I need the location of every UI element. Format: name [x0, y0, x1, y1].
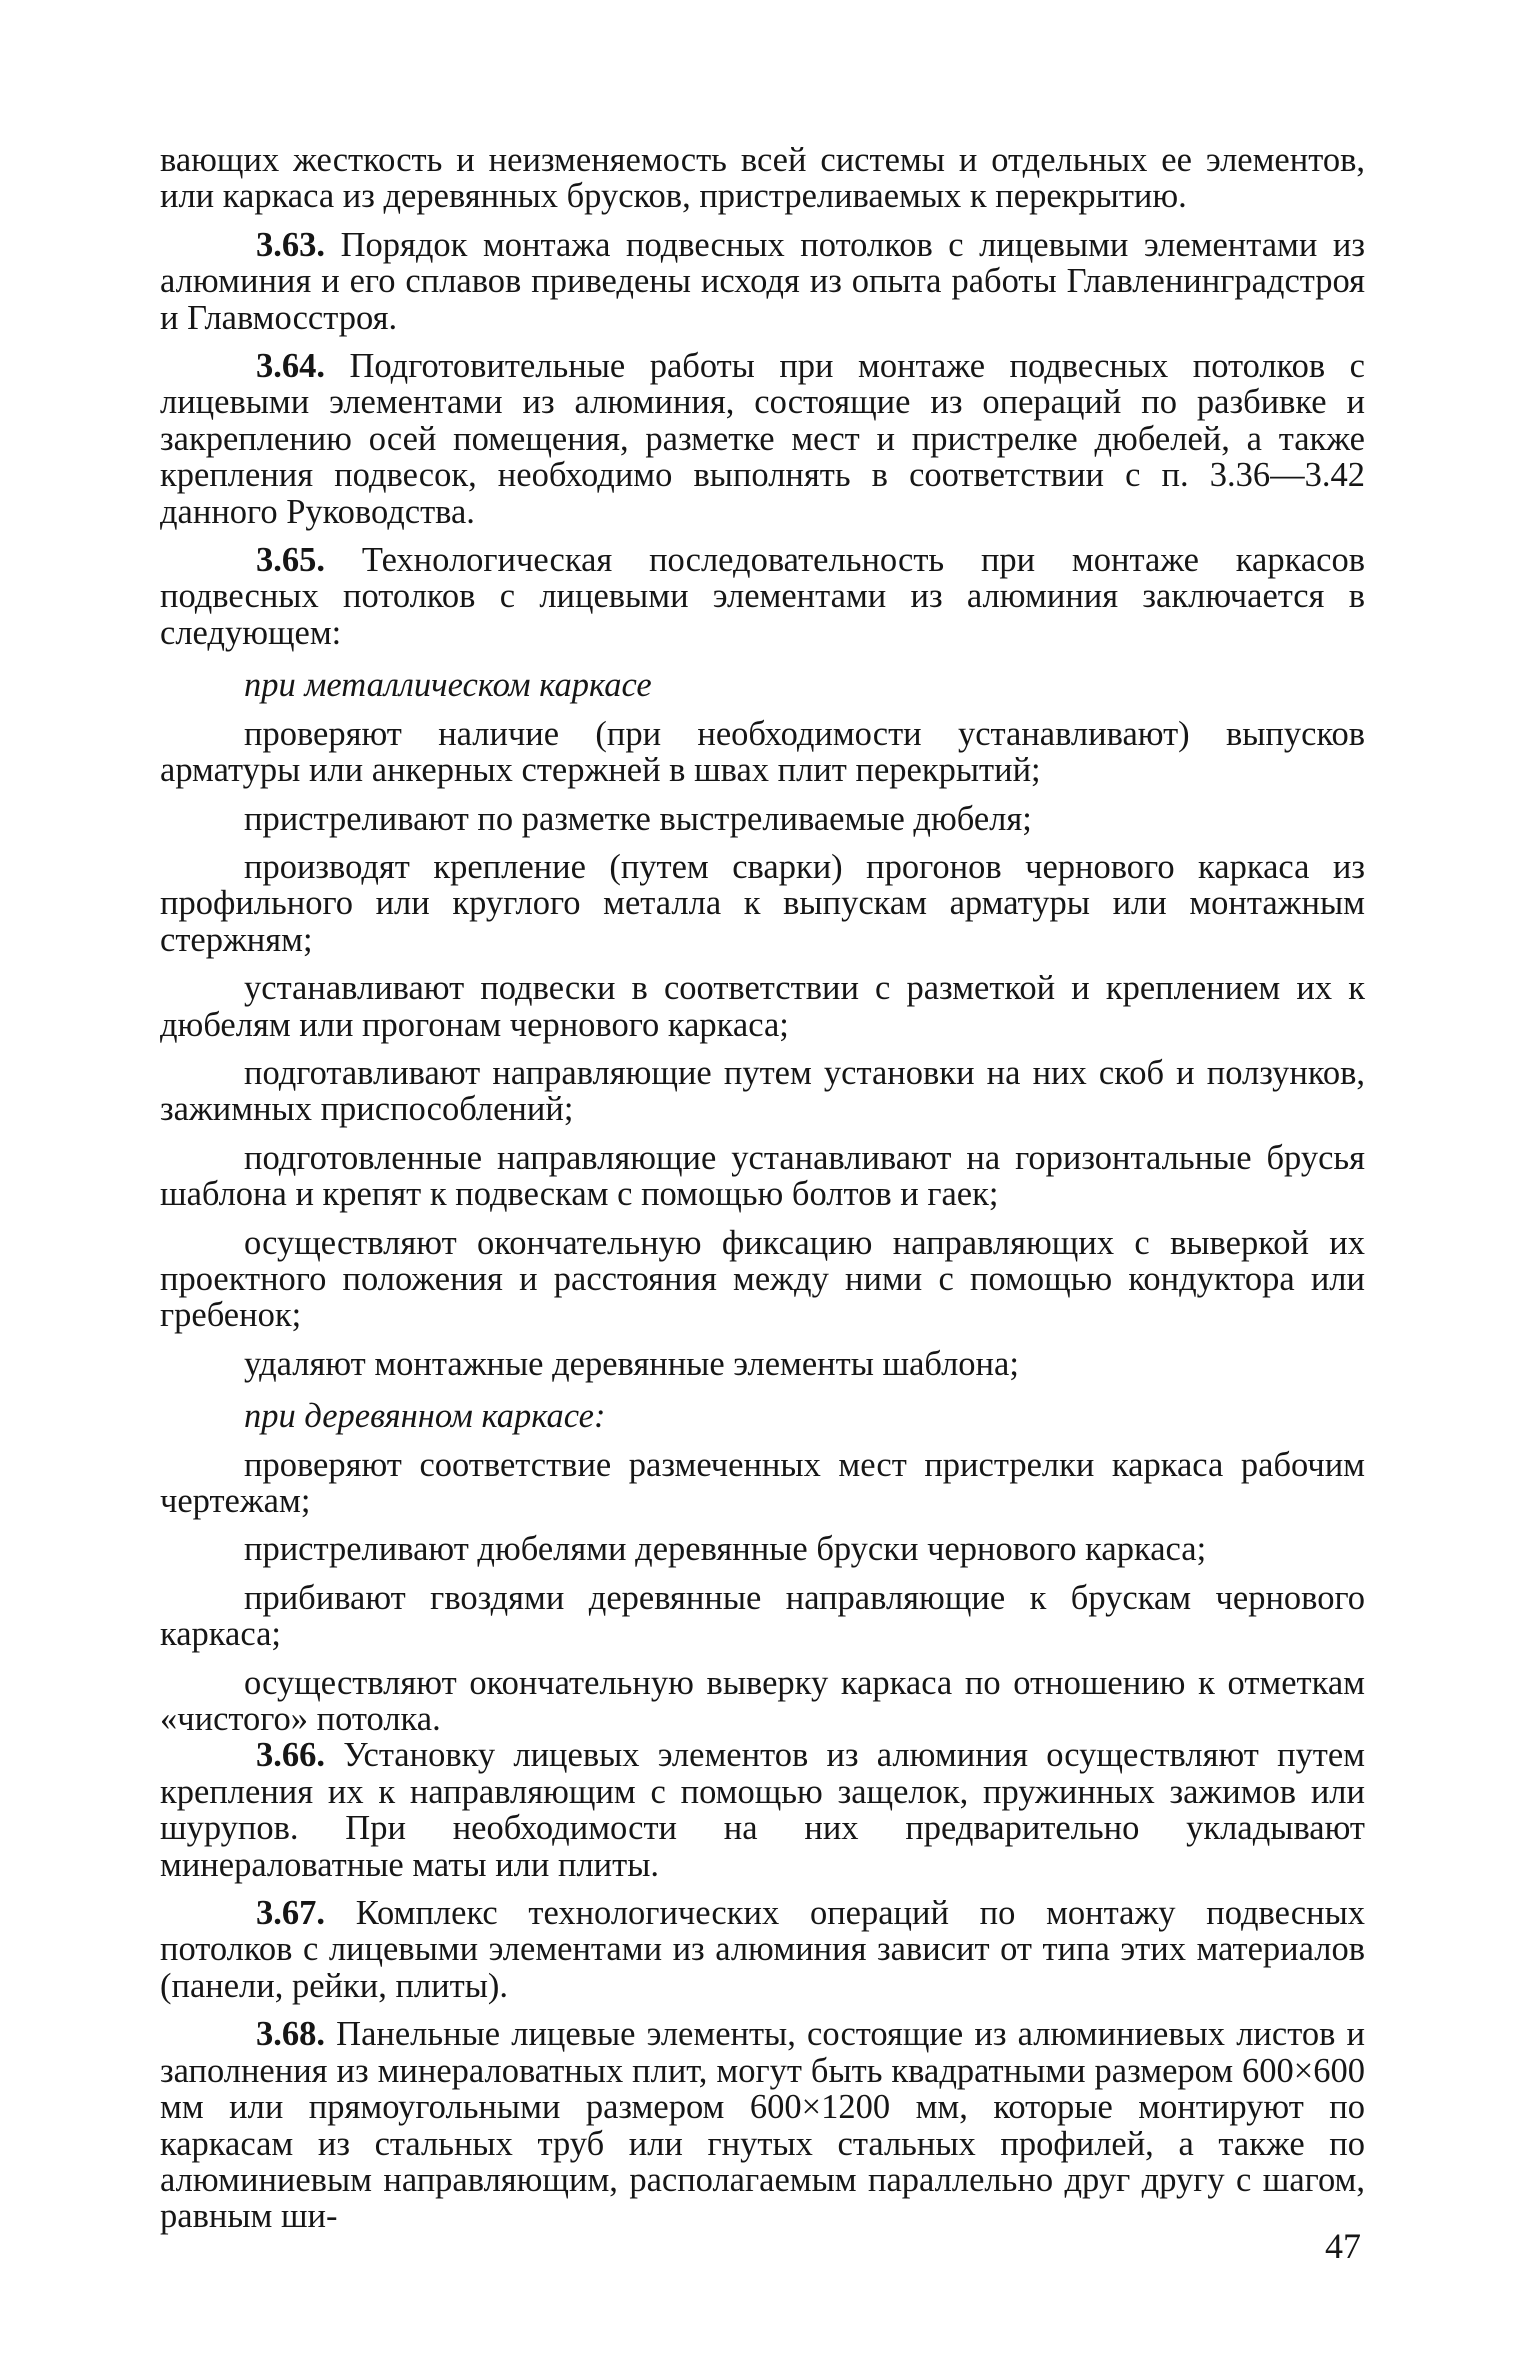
paragraph-text: Подготовительные работы при монтаже подвесных потолков с лицевыми элементами из алюминия, состоящие из операций по разбивке и закреплению осей помещения, разметке мест и пристрелке дюбелей, а также крепления подвесок, необходимо выполнять в соответствии с п. 3.36—3.42 данного Руководства. [160, 347, 1365, 531]
subheading-wood-frame: при деревянном каркасе: [244, 1397, 606, 1436]
paragraph-number: 3.63. [256, 225, 325, 264]
list-item: пристреливают по разметке выстреливаемые дюбеля; [244, 799, 1032, 838]
list-item: подготавливают направляющие путем установки на них скоб и ползунков, зажимных приспособлений; [160, 1053, 1365, 1129]
list-item: пристреливают дюбелями деревянные бруски чернового каркаса; [244, 1530, 1207, 1569]
paragraph-3-64 [160, 348, 1365, 530]
metal-frame-steps [160, 716, 1365, 1383]
intro-paragraph: вающих жесткость и неизменяемость всей системы и отдельных ее элементов, или каркаса из деревянных брусков, пристреливаемых к перекрытию. [160, 141, 1365, 216]
paragraph-3-66 [160, 1737, 1365, 1883]
list-item: осуществляют окончательную выверку каркаса по отношению к отметкам «чистого» потолка. [160, 1663, 1365, 1739]
page-number: 47 [1325, 2226, 1361, 2266]
paragraph-3-63 [160, 227, 1365, 336]
paragraph-3-65 [160, 542, 1365, 651]
paragraph-number: 3.68. [256, 2015, 325, 2054]
list-item: устанавливают подвески в соответствии с разметкой и креплением их к дюбелям или прогонам чернового каркаса; [160, 969, 1365, 1044]
paragraph-text: Порядок монтажа подвесных потолков с лицевыми элементами из алюминия и его сплавов приведены исходя из опыта работы Главленинградстроя и Главмосстроя. [160, 225, 1365, 337]
page-body [160, 142, 1365, 2235]
paragraph-number: 3.65. [256, 541, 325, 580]
list-item: проверяют соответствие размеченных мест пристрелки каркаса рабочим чертежам; [160, 1445, 1365, 1520]
list-item: подготовленные направляющие устанавливают на горизонтальные брусья шаблона и крепят к подвескам с помощью болтов и гаек; [160, 1138, 1365, 1214]
paragraph-text: Комплекс технологических операций по монтажу подвесных потолков с лицевыми элементами из алюминия зависит от типа этих материалов (панели, рейки, плиты). [160, 1894, 1365, 2005]
paragraph-number: 3.64. [256, 347, 325, 386]
paragraph-number: 3.67. [256, 1894, 325, 1933]
subheading-metal-frame: при металлическом каркасе [244, 666, 652, 705]
paragraph-text: Установку лицевых элементов из алюминия осуществляют путем крепления их к направляющим с помощью защелок, пружинных зажимов или шурупов. При необходимости на них предварительно укладывают минераловатные маты или плиты. [160, 1736, 1366, 1884]
paragraph-text: Технологическая последовательность при монтаже каркасов подвесных потолков с лицевыми элементами из алюминия заключается в следующем: [160, 541, 1365, 652]
list-item: производят крепление (путем сварки) прогонов чернового каркаса из профильного или круглого металла к выпускам арматуры или монтажным стержням; [160, 847, 1365, 959]
paragraph-number: 3.66. [256, 1736, 325, 1775]
paragraph-text: Панельные лицевые элементы, состоящие из алюминиевых листов и заполнения из минераловатных плит, могут быть квадратными размером 600×600 мм или прямоугольными размером 600×1200 мм, которые монтируют по каркасам из стальных труб или гнутых стальных профилей, а также по алюминиевым направляющим, располагаемым параллельно друг другу с шагом, равным ши- [160, 2015, 1365, 2236]
list-item: осуществляют окончательную фиксацию направляющих с выверкой их проектного положения и расстояния между ними с помощью кондуктора или гребенок; [160, 1223, 1365, 1335]
wood-frame-steps [160, 1447, 1365, 1738]
list-item: прибивают гвоздями деревянные направляющие к брускам чернового каркаса; [160, 1578, 1365, 1654]
list-item: удаляют монтажные деревянные элементы шаблона; [244, 1344, 1019, 1383]
list-item: проверяют наличие (при необходимости устанавливают) выпусков арматуры или анкерных стержней в швах плит перекрытий; [160, 714, 1365, 790]
paragraph-3-67 [160, 1895, 1365, 2004]
paragraph-3-68 [160, 2016, 1365, 2234]
